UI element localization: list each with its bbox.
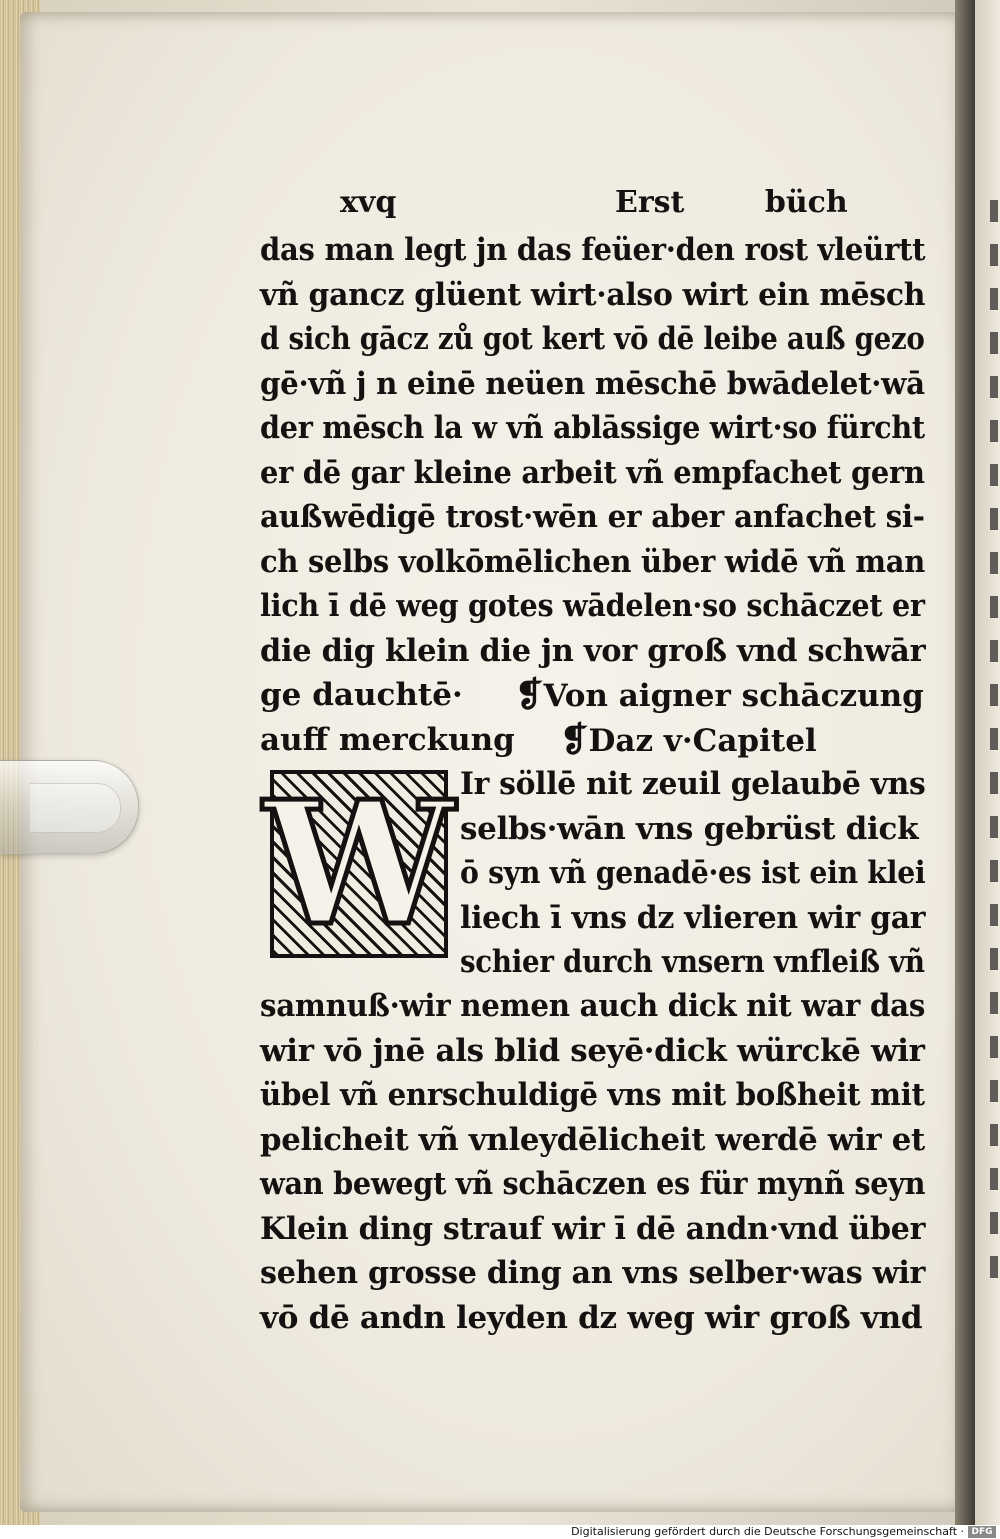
text-line-heading-1	[260, 673, 925, 718]
funding-credit: Digitalisierung gefördert durch die Deutsche Forschungsgemeinschaft ·	[571, 1525, 964, 1538]
text-lines-top	[260, 228, 925, 673]
chapter-title: Von aigner schāczung	[543, 678, 924, 714]
text-line: selbs·wān vns gebrüst dick	[460, 810, 919, 847]
text-line: schier durch vnsern vnfleiß vñ	[460, 944, 925, 980]
text-line: d sich gācz zů got kert vō dē leibe auß gezo	[260, 321, 925, 357]
pilcrow-icon: ❡	[515, 675, 544, 715]
text-line: lich ī dē weg gotes wādelen·so schāczet er	[260, 588, 925, 624]
gutter-shadow	[955, 0, 975, 1539]
dfg-logo: DFG	[968, 1526, 996, 1538]
initial-paragraph	[260, 762, 925, 984]
text-line: wir vō jnē als blid seyē·dick würckē wir	[260, 1032, 925, 1069]
text-block	[260, 178, 925, 1340]
text-line: die dig klein die jn vor groß vnd schwār	[260, 632, 926, 669]
pilcrow-icon: ❡	[560, 719, 589, 760]
text-line: der mēsch la w vñ ablāssige wirt·so fürcht	[260, 410, 925, 446]
text-line: außwēdigē trost·wēn er aber anfachet si-	[260, 499, 925, 535]
text-line: ch selbs volkōmēlichen über widē vñ man	[260, 543, 926, 580]
clip-inner	[30, 783, 121, 833]
facing-page-text-edge	[990, 200, 998, 1300]
running-head: Erst büch	[615, 185, 848, 220]
chapter-number	[560, 718, 817, 764]
chapter-rubric	[515, 673, 924, 719]
page-header	[260, 178, 925, 228]
folio: xvq	[340, 185, 397, 220]
initial-letter: W	[263, 764, 455, 964]
text-line: vñ gancz glüent wirt·also wirt ein mēsch	[260, 276, 926, 313]
text-line: ō syn vñ genadē·es ist ein klei	[460, 855, 926, 891]
text-line: wan bewegt vñ schāczen es für mynñ seyn	[260, 1166, 926, 1202]
text-lines-beside-initial	[460, 762, 925, 985]
rubric-continuation: auff merckung	[260, 721, 515, 758]
text-line: vō dē andn leyden dz weg wir groß vnd	[260, 1299, 923, 1336]
text-line-heading-2	[260, 718, 925, 763]
text-line: pelicheit vñ vnleydēlicheit werdē wir et	[260, 1121, 925, 1158]
plastic-page-clip	[0, 760, 139, 854]
chapter-label: Daz v·Capitel	[588, 722, 817, 759]
text-lines-bottom	[260, 984, 925, 1340]
line-end-text: ge dauchtē·	[260, 677, 463, 713]
footer-bar	[0, 1525, 1000, 1539]
text-line: gē·vñ j n einē neüen mēschē bwādelet·wā	[260, 365, 925, 402]
text-line: das man legt jn das feüer·den rost vleürtt	[260, 232, 926, 268]
text-line: er dē gar kleine arbeit vñ empfachet gern	[260, 454, 925, 491]
text-line: Klein ding strauf wir ī dē andn·vnd über	[260, 1210, 926, 1247]
text-line: sehen grosse ding an vns selber·was wir	[260, 1255, 926, 1291]
text-line: übel vñ enrschuldigē vns mit boßheit mit	[260, 1077, 925, 1113]
text-line: liech ī vns dz vlieren wir gar	[460, 899, 926, 936]
woodcut-initial	[263, 764, 455, 964]
text-line: samnuß·wir nemen auch dick nit war das	[260, 988, 926, 1024]
text-line: Ir söllē nit zeuil gelaubē vns	[460, 766, 926, 802]
